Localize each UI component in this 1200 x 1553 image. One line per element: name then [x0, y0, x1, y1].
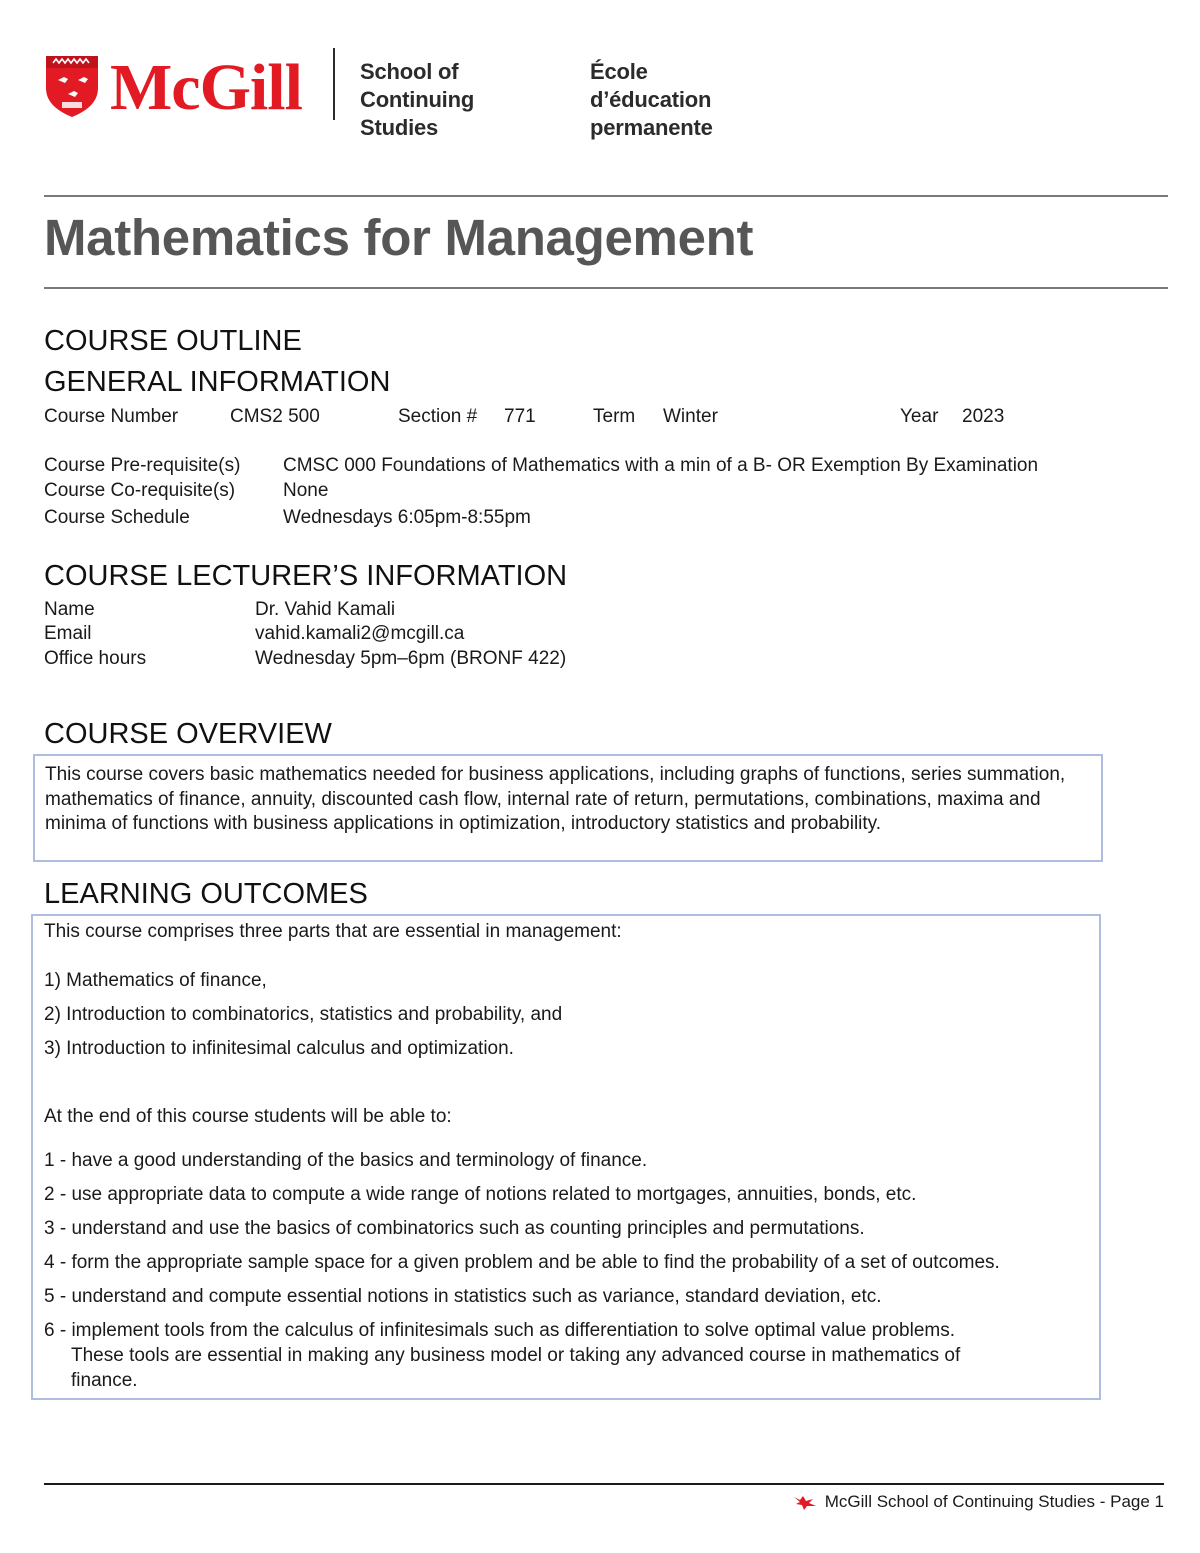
outcome-item: 4 - form the appropriate sample space for a given problem and be able to find the probability of a set of outcomes. — [44, 1252, 1000, 1273]
year-label: Year — [900, 406, 939, 427]
section-label: Section # — [398, 406, 478, 427]
schedule-value: Wednesdays 6:05pm-8:55pm — [283, 507, 531, 528]
lecturer-email-label: Email — [44, 623, 92, 644]
unit-name-french — [590, 58, 713, 142]
term-label: Term — [593, 406, 636, 427]
general-info-heading: GENERAL INFORMATION — [44, 366, 391, 398]
overview-heading: COURSE OVERVIEW — [44, 718, 332, 750]
outcomes-heading: LEARNING OUTCOMES — [44, 878, 368, 910]
part-item: 1) Mathematics of finance, — [44, 970, 267, 991]
title-rule-top — [44, 195, 1168, 197]
office-hours-value: Wednesday 5pm–6pm (BRONF 422) — [255, 648, 567, 669]
outcomes-intro: This course comprises three parts that are essential in management: — [44, 921, 622, 942]
outcome-item: 5 - understand and compute essential notions in statistics such as variance, standard deviation, etc. — [44, 1286, 882, 1307]
overview-box — [33, 754, 1103, 862]
outcome-item: 6 - implement tools from the calculus of infinitesimals such as differentiation to solve optimal value problems. — [44, 1320, 956, 1341]
unit-fr-line-1: École — [590, 59, 648, 84]
prereq-label: Course Pre-requisite(s) — [44, 455, 241, 476]
unit-name-english — [360, 58, 474, 142]
martlet-icon — [793, 1493, 817, 1511]
course-outline-heading: COURSE OUTLINE — [44, 325, 302, 357]
course-number-value: CMS2 500 — [230, 406, 320, 427]
outcomes-box — [31, 914, 1101, 1400]
lecturer-email-value: vahid.kamali2@mcgill.ca — [255, 623, 465, 644]
footer-rule — [44, 1483, 1164, 1485]
page-footer — [793, 1492, 1164, 1512]
outcomes-end-intro: At the end of this course students will be able to: — [44, 1106, 452, 1127]
unit-en-line-2: Continuing Studies — [360, 87, 475, 140]
lecturer-heading: COURSE LECTURER’S INFORMATION — [44, 560, 568, 592]
page-title: Mathematics for Management — [44, 209, 754, 266]
title-rule-bottom — [44, 287, 1168, 289]
part-item: 3) Introduction to infinitesimal calculus and optimization. — [44, 1038, 514, 1059]
section-value: 771 — [504, 406, 536, 427]
term-value: Winter — [663, 406, 718, 427]
outcome-item-continuation: finance. — [71, 1370, 138, 1391]
coreq-label: Course Co-requisite(s) — [44, 480, 236, 501]
outcome-item: 3 - understand and use the basics of combinatorics such as counting principles and permutations. — [44, 1218, 865, 1239]
office-hours-label: Office hours — [44, 648, 147, 669]
outcome-item: 2 - use appropriate data to compute a wide range of notions related to mortgages, annuities, bonds, etc. — [44, 1184, 917, 1205]
mcgill-wordmark: McGill — [110, 51, 302, 124]
overview-text: This course covers basic mathematics needed for business applications, including graphs of functions, series summation, mathematics of finance, annuity, discounted cash flow, internal rate of return, permutations, combinations, maxima and minima of functions with business applications in optimization, introductory statistics and probability. — [45, 764, 1066, 834]
course-number-label: Course Number — [44, 406, 179, 427]
outcome-item: 1 - have a good understanding of the basics and terminology of finance. — [44, 1150, 648, 1171]
unit-fr-line-2: d’éducation permanente — [590, 87, 713, 140]
outcome-item-continuation: These tools are essential in making any business model or taking any advanced course in mathematics of — [71, 1345, 961, 1366]
unit-en-line-1: School of — [360, 59, 459, 84]
coreq-value: None — [283, 480, 329, 501]
part-item: 2) Introduction to combinatorics, statistics and probability, and — [44, 1004, 563, 1025]
lecturer-name-value: Dr. Vahid Kamali — [255, 599, 396, 620]
lecturer-name-label: Name — [44, 599, 95, 620]
footer-text: McGill School of Continuing Studies - Page 1 — [824, 1492, 1164, 1511]
schedule-label: Course Schedule — [44, 507, 190, 528]
year-value: 2023 — [962, 406, 1005, 427]
mcgill-shield-icon — [44, 54, 100, 118]
prereq-value: CMSC 000 Foundations of Mathematics with a min of a B- OR Exemption By Examination — [283, 455, 1039, 476]
logo-divider — [333, 48, 335, 120]
